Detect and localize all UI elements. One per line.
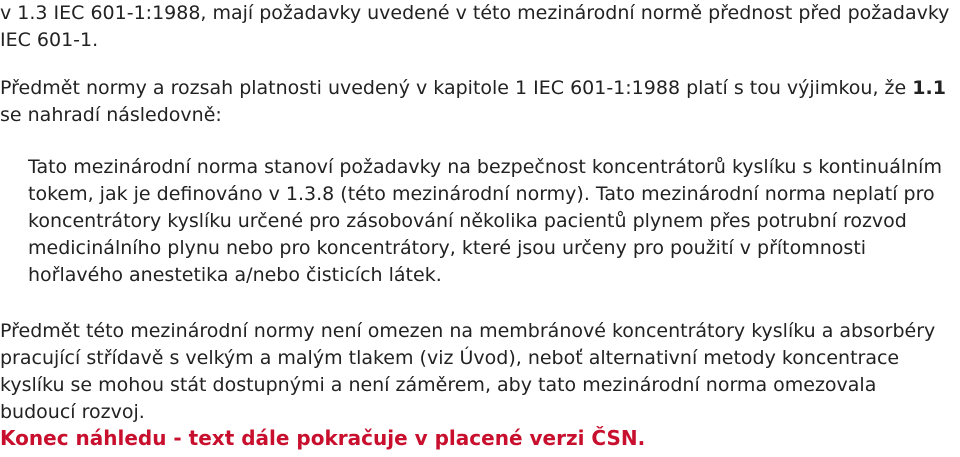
- paragraph-scope-limitation: Předmět této mezinárodní normy není omezen na membránové koncentrátory kyslíku a absorbéry pracující střídavě s velkým a malým tlakem (viz Úvod), neboť alternativní metody koncentrace kyslíku se mohou stát dostupnými a není záměrem, aby tato mezinárodní norma omezovala budoucí rozvoj.: [0, 320, 936, 423]
- preview-end-notice: Konec náhledu - text dále pokračuje v placené verzi ČSN.: [0, 426, 646, 450]
- paragraph-scope-replacement-lead: Předmět normy a rozsah platnosti uvedený v kapitole 1 IEC 601-1:1988 platí s tou výjimkou, že: [0, 77, 913, 99]
- paragraph-scope-replacement-tail: se nahradí následovně:: [0, 104, 222, 126]
- paragraph-scope-replacement: [0, 75, 955, 129]
- clause-reference: 1.1: [912, 77, 946, 99]
- paragraph-scope-precedence: v 1.3 IEC 601-1:1988, mají požadavky uvedené v této mezinárodní normě přednost před požadavky IEC 601-1.: [0, 2, 950, 51]
- paragraph-scope-definition: Tato mezinárodní norma stanoví požadavky na bezpečnost koncentrátorů kyslíku s kontinuálním tokem, jak je definováno v 1.3.8 (této mezinárodní normy). Tato mezinárodní norma neplatí pro koncentrátory kyslíku určené pro zásobování několika pacientů plynem přes potrubní rozvod medicinálního plynu nebo pro koncentrátory, které jsou určeny pro použití v přítomnosti hořlavého anestetika a/nebo čisticích látek.: [28, 156, 942, 286]
